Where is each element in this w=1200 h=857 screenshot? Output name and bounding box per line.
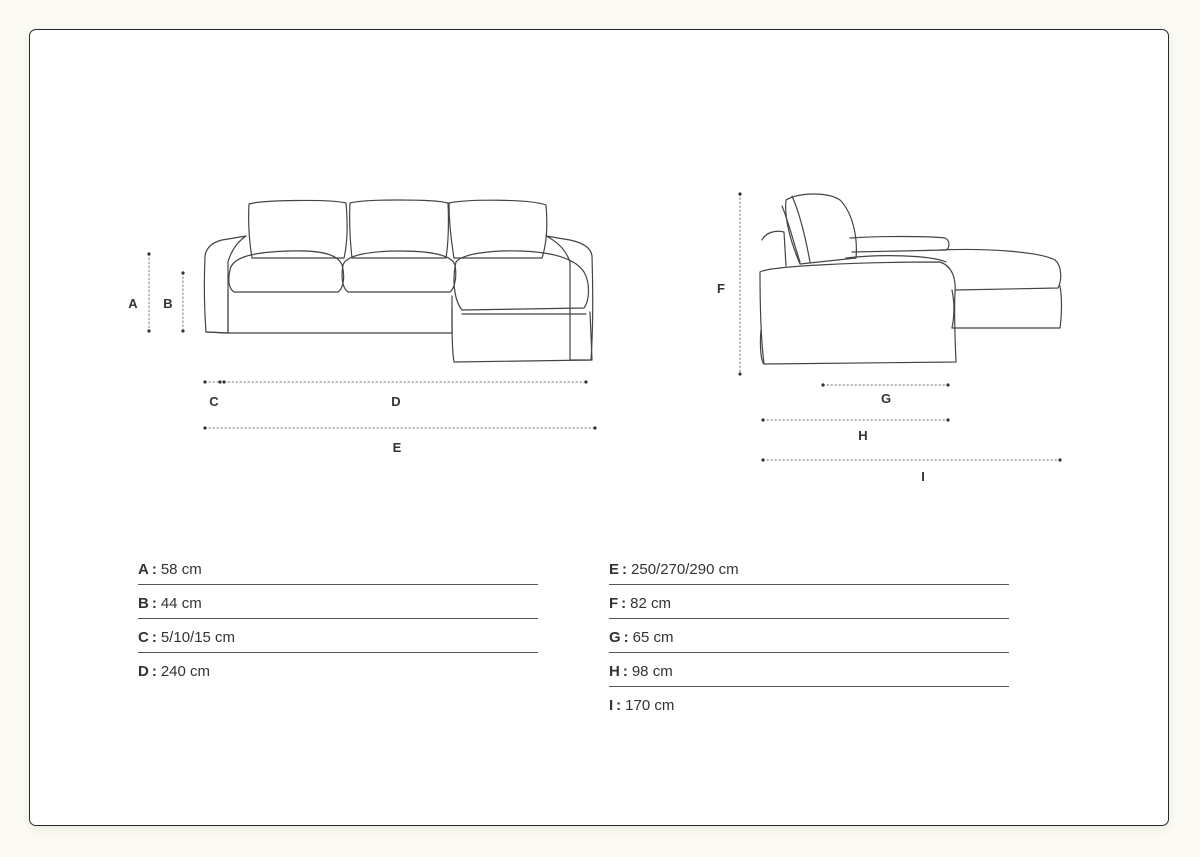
spec-key: C (138, 628, 149, 646)
dim-label-e: E (392, 440, 402, 455)
spec-separator: : (151, 663, 157, 680)
spec-row-i (609, 690, 1009, 721)
spec-separator: : (616, 697, 622, 714)
spec-separator: : (622, 662, 628, 680)
spec-value: 250/270/290 cm (631, 560, 739, 578)
spec-value: 44 cm (160, 594, 202, 612)
side-view-sofa (760, 194, 1062, 364)
spec-key: F (609, 594, 619, 612)
dim-label-d: D (391, 394, 401, 409)
dim-label-i: I (921, 469, 925, 484)
spec-value: 58 cm (160, 560, 202, 578)
dim-label-a: A (128, 296, 138, 311)
dim-label-c: C (209, 394, 219, 409)
spec-row-b (138, 588, 538, 619)
dim-label-h: H (858, 428, 868, 443)
spec-key: H (609, 662, 620, 680)
spec-separator: : (622, 560, 628, 578)
spec-key: B (138, 594, 149, 612)
spec-value: 82 cm (630, 594, 672, 612)
spec-value: 170 cm (625, 697, 675, 714)
spec-row-h (609, 656, 1009, 687)
front-view-sofa (204, 200, 592, 362)
spec-row-d (138, 656, 538, 687)
dim-label-f: F (717, 281, 725, 296)
spec-value: 5/10/15 cm (160, 628, 236, 646)
spec-row-c (138, 622, 538, 653)
spec-key: D (138, 663, 149, 680)
spec-value: 65 cm (632, 628, 674, 646)
spec-separator: : (151, 594, 157, 612)
spec-value: 98 cm (631, 662, 673, 680)
spec-separator: : (151, 560, 157, 578)
spec-key: G (609, 628, 621, 646)
dimension-lines (149, 194, 1060, 460)
dimension-endpoints (147, 192, 1061, 461)
spec-row-a (138, 554, 538, 585)
spec-separator: : (621, 594, 627, 612)
spec-row-f (609, 588, 1009, 619)
spec-row-g (609, 622, 1009, 653)
spec-key: E (609, 560, 620, 578)
spec-list-right (609, 554, 1009, 724)
spec-separator: : (151, 628, 157, 646)
spec-list-left (138, 554, 538, 690)
spec-key: I (609, 697, 614, 714)
dim-label-b: B (163, 296, 173, 311)
spec-separator: : (623, 628, 629, 646)
spec-key: A (138, 560, 149, 578)
spec-value: 240 cm (160, 663, 211, 680)
spec-row-e (609, 554, 1009, 585)
dim-label-g: G (880, 391, 892, 406)
